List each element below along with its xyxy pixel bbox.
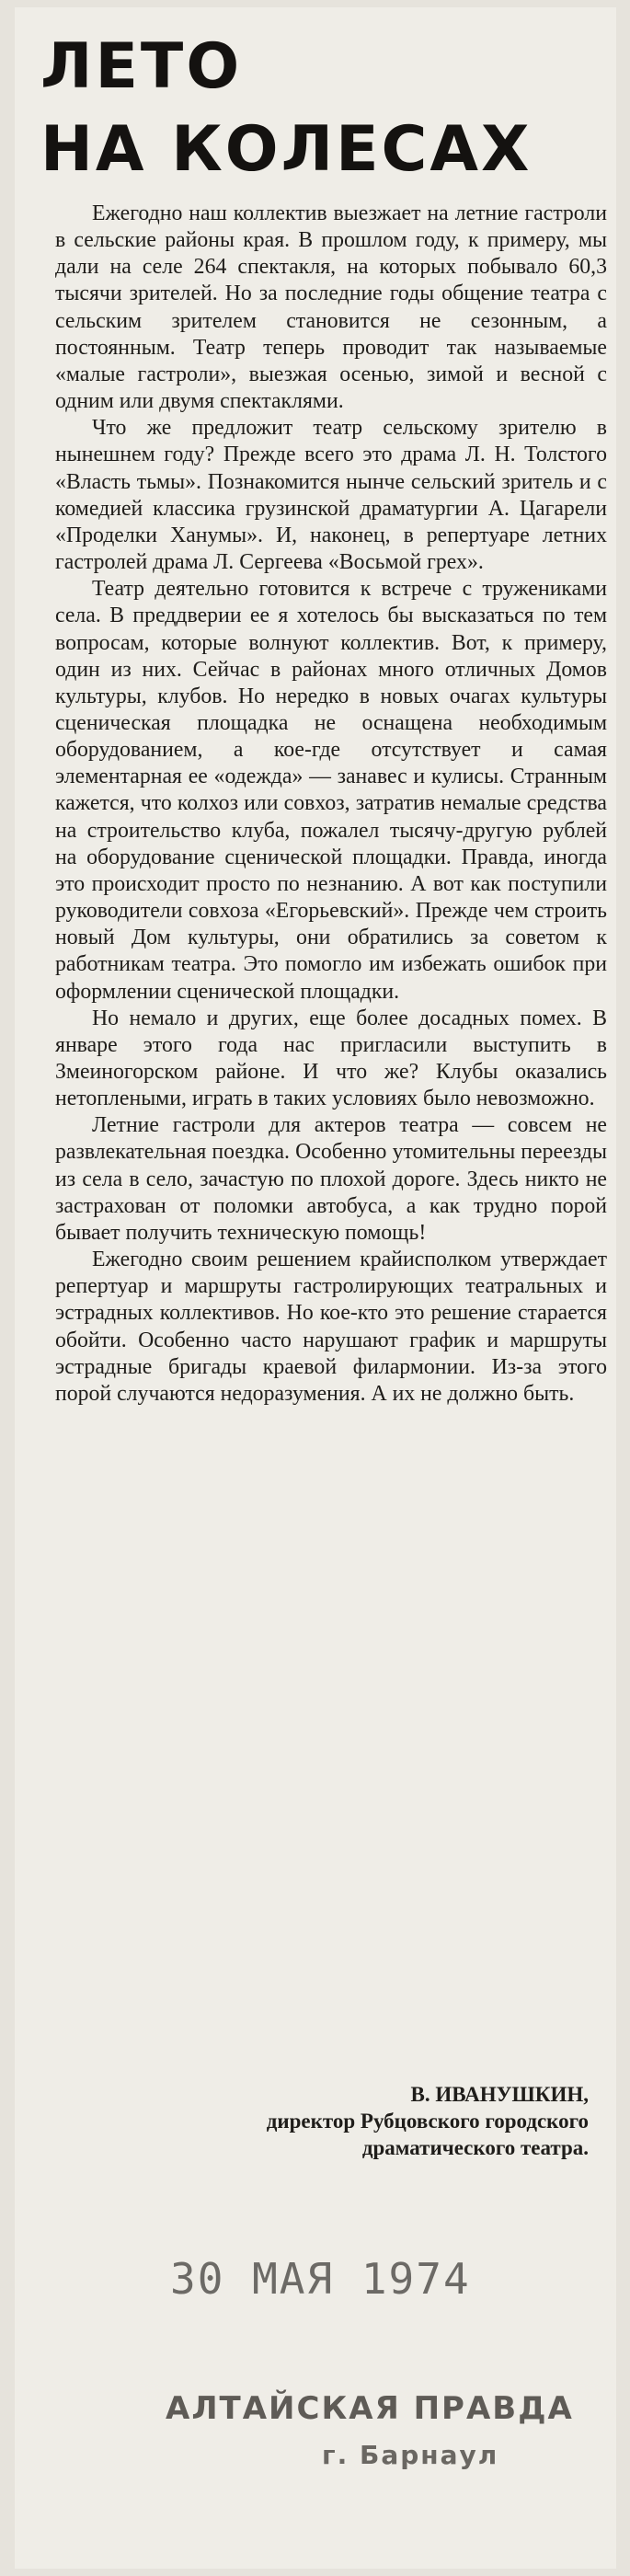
date-stamp: 30 МАЯ 1974 <box>170 2254 471 2304</box>
author-title-line-2: драматического театра. <box>361 2136 589 2159</box>
paragraph: Летние гастроли для актеров театра — совсем не развлекательная поездка. Особенно утомительны переезды из села в село, зачастую по плохой дороге. Здесь никто не застрахован от поломки автобуса, а как трудно порой бывает получить техническую помощь! <box>55 1113 607 1245</box>
newspaper-stamp: АЛТАЙСКАЯ ПРАВДА <box>166 2390 574 2427</box>
city-stamp: г. Барнаул <box>322 2440 499 2470</box>
headline <box>40 26 611 191</box>
paragraph: Но немало и других, еще более досадных помех. В январе этого года нас пригласили выступить в Змеиногорском районе. И что же? Клубы оказались нетоплеными, играть в таких условиях было невозможно. <box>55 1006 607 1111</box>
article-body <box>55 201 607 1408</box>
paragraph: Театр деятельно готовится к встрече с тружениками села. В преддверии ее я хотелось бы высказаться по тем вопросам, которые волнуют коллектив. Вот, к примеру, один из них. Сейчас в районах много отличных Домов культуры, клубов. Но нередко в новых очагах культуры сценическая площадка не оснащена необходимым оборудованием, а кое-где отсутствует и самая элементарная ее «одежда» — занавес и кулисы. Странным кажется, что колхоз или совхоз, затратив немалые средства на строительство клуба, пожалел тысячу-другую рублей на оборудование сценической площадки. Правда, иногда это происходит просто по незнанию. А вот как поступили руководители совхоза «Егорьевский». Прежде чем строить новый Дом культуры, они обратились за советом к работникам театра. Это помогло им избежать ошибок при оформлении сценической площадки. <box>55 577 607 1004</box>
author-title-line-1: директор Рубцовского городского <box>266 2110 589 2133</box>
paragraph: Ежегодно своим решением крайисполком утверждает репертуар и маршруты гастролирующих театральных и эстрадных коллективов. Но кое-кто это решение старается обойти. Особенно часто нарушают график и маршруты эстрадные бригады краевой филармонии. Из-за этого порой случаются недоразумения. А их не должно быть. <box>55 1248 607 1406</box>
paragraph: Ежегодно наш коллектив выезжает на летние гастроли в сельские районы края. В прошлом году, к примеру, мы дали на селе 264 спектакля, на которых побывало 60,3 тысячи зрителей. Но за последние годы общение театра с сельским зрителем становится не сезонным, а постоянным. Театр теперь проводит так называемые «малые гастроли», выезжая осенью, зимой и весной с одним или двумя спектаклями. <box>55 201 607 414</box>
author-name: В. ИВАНУШКИН, <box>410 2083 589 2106</box>
paragraph: Что же предложит театр сельскому зрителю в нынешнем году? Прежде всего это драма Л. Н. Толстого «Власть тьмы». Познакомится нынче сельский зритель и с комедией классика грузинской драматургии А. Цагарели «Проделки Ханумы». И, наконец, в репертуаре летних гастролей драма Л. Сергеева «Восьмой грех». <box>55 416 607 575</box>
headline-line-2: НА КОЛЕСАХ <box>40 113 533 186</box>
headline-line-1: ЛЕТО <box>40 30 243 103</box>
